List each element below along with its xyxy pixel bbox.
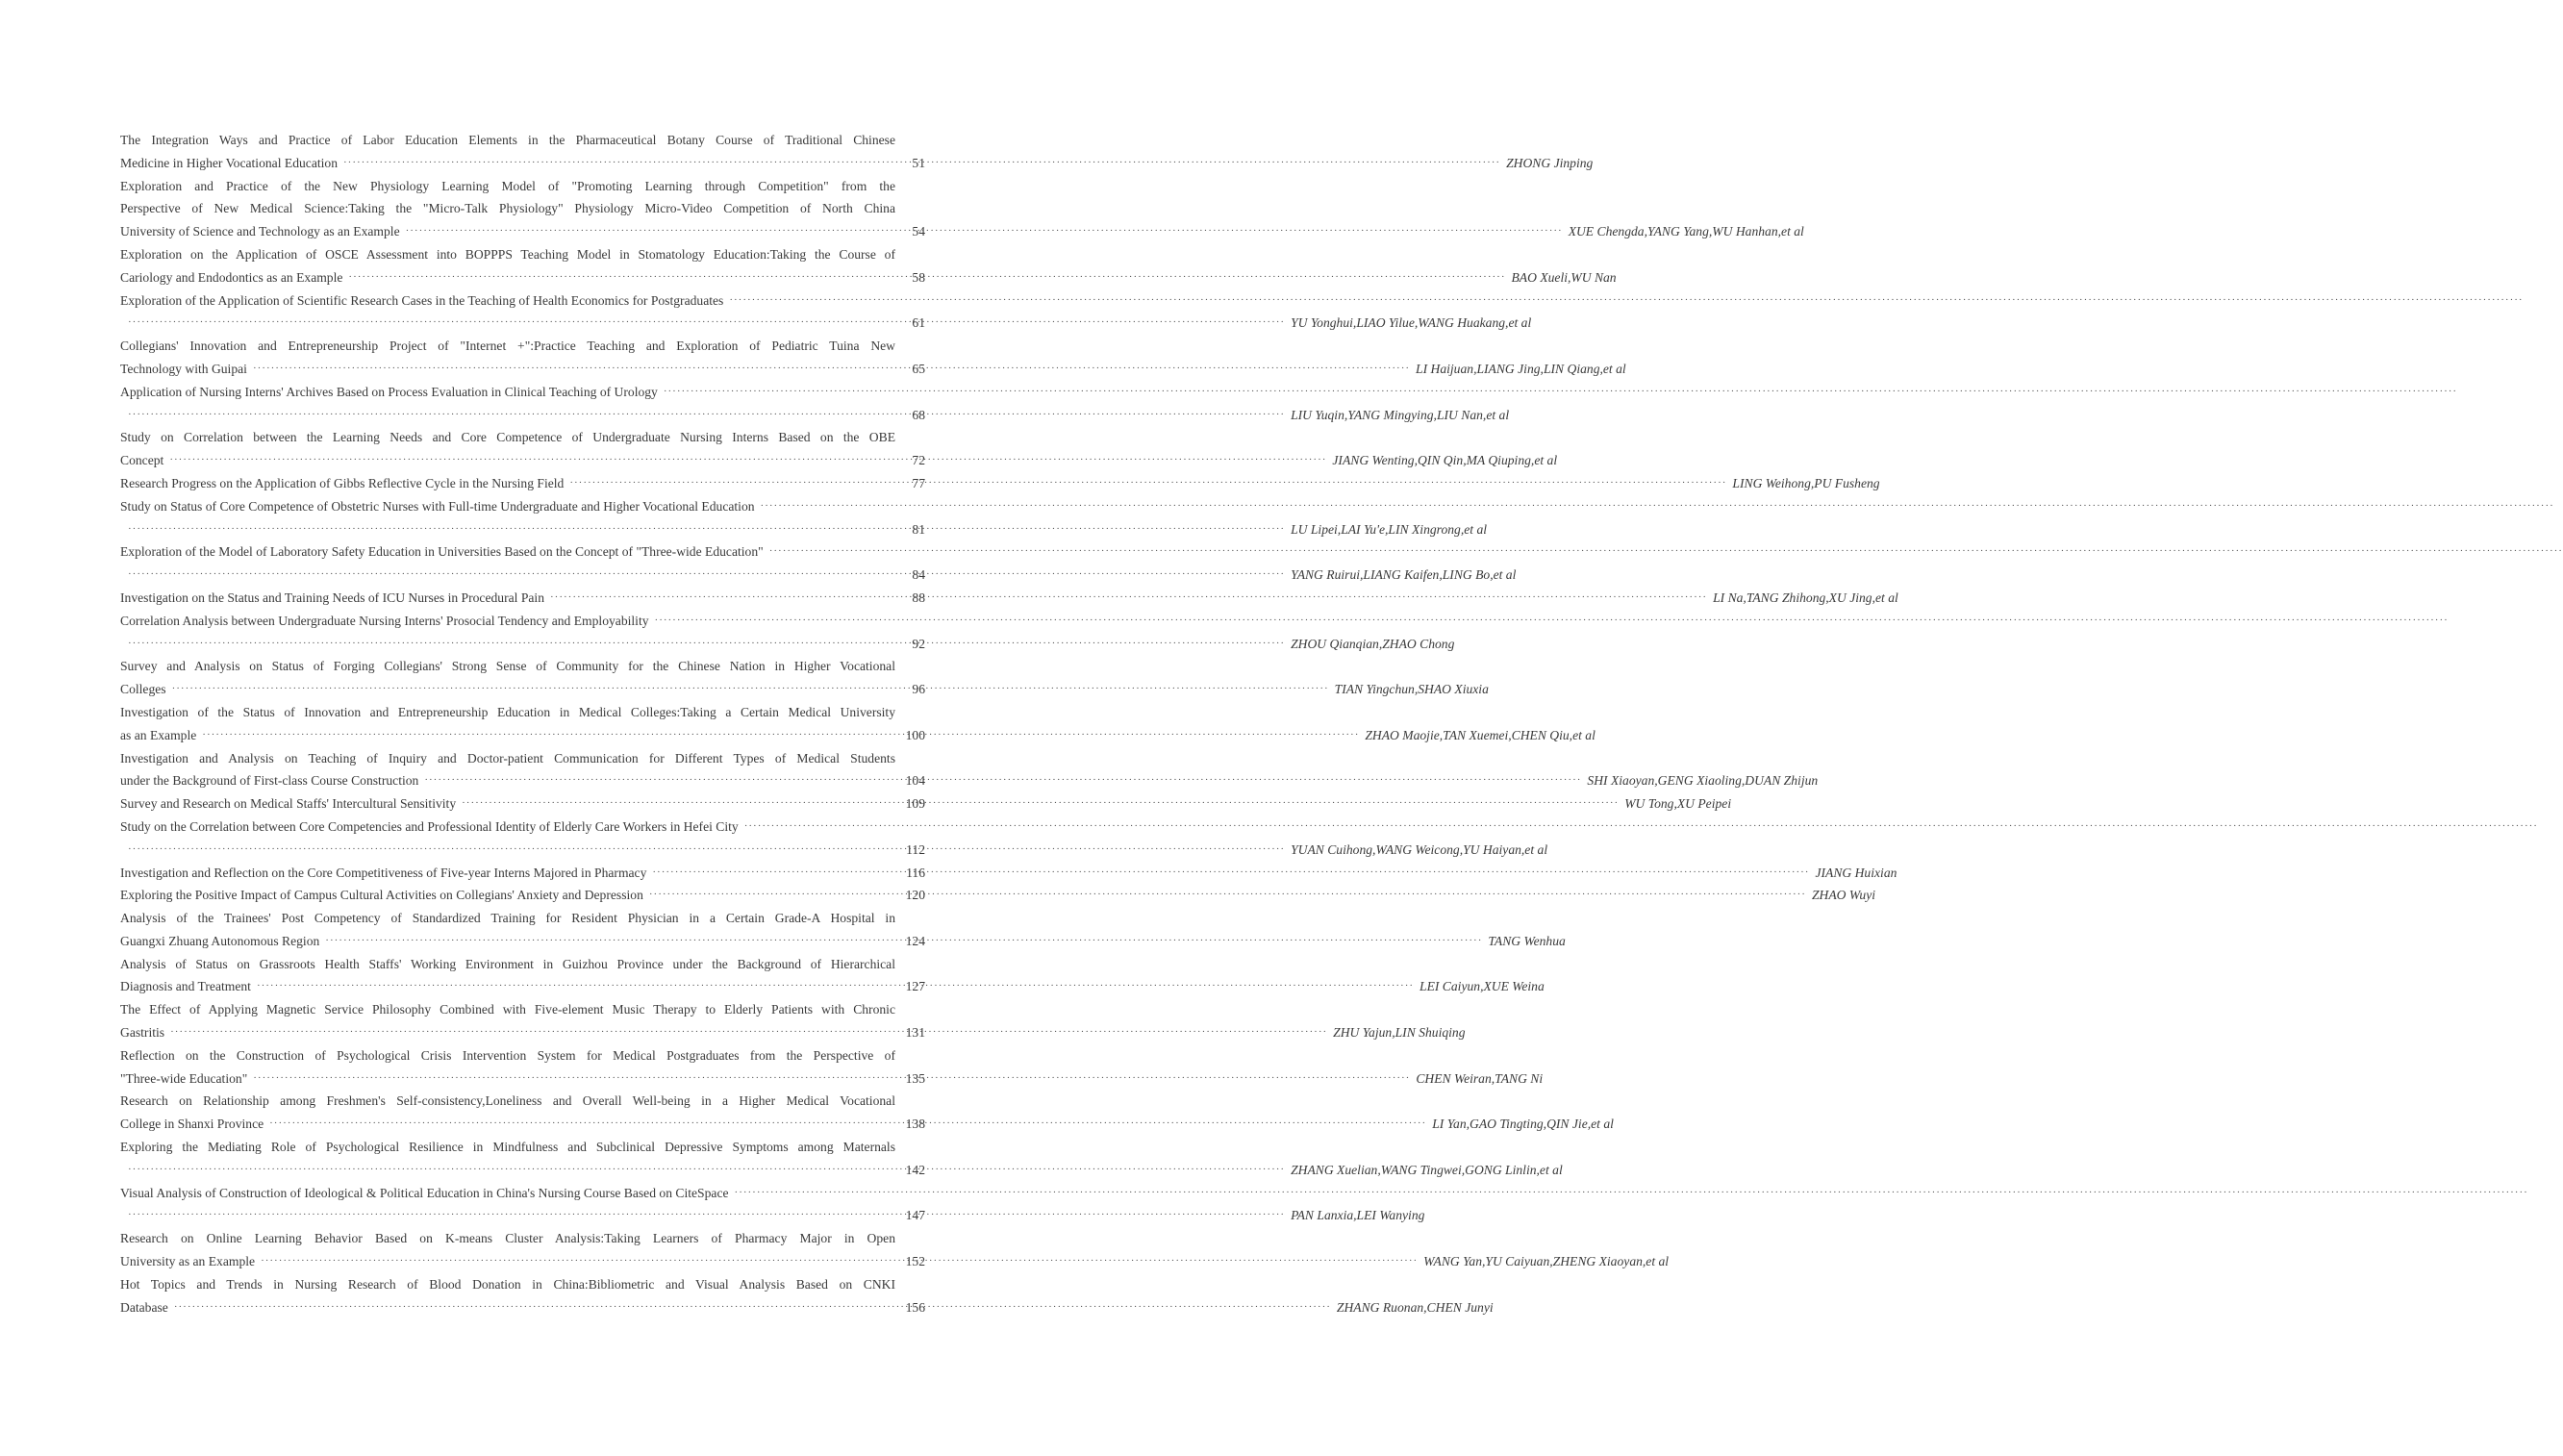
dot-leader [253, 1067, 1410, 1091]
toc-entry [120, 701, 1596, 747]
toc-title-text: University of Science and Technology as an Example [120, 224, 400, 239]
toc-entry [120, 1044, 1544, 1091]
toc-entry [120, 907, 1566, 953]
dot-leader: ················································································································································································································································································································································································································ [663, 385, 2458, 397]
toc-authors: ZHANG Xuelian,WANG Tingwei,GONG Linlin,et al [1291, 1162, 1563, 1177]
toc-title-line [120, 1182, 2528, 1205]
toc-entry [120, 426, 1558, 472]
toc-title-line: Exploring the Mediating Role of Psychological Resilience in Mindfulness and Subclinical Depressive Symptoms among Maternals [120, 1140, 895, 1155]
toc-authors: LIU Yuqin,YANG Mingying,LIU Nan,et al [1291, 407, 1510, 422]
dot-leader [128, 404, 1285, 427]
toc-authors: XUE Chengda,YANG Yang,WU Hanhan,et al [1568, 224, 1804, 239]
toc-title-text: University as an Example [120, 1254, 256, 1269]
toc-entry [120, 495, 2554, 541]
dot-leader [128, 633, 1285, 656]
toc-authors: SHI Xiaoyan,GENG Xiaoling,DUAN Zhijun [1587, 773, 1819, 789]
toc-title-line [120, 816, 2538, 839]
toc-title-line: Exploration and Practice of the New Physiology Learning Model of "Promoting Learning through Competition" from the [120, 178, 895, 193]
toc-title-line: Investigation of the Status of Innovation and Entrepreneurship Education in Medical Colleges:Taking a Certain Medical University [120, 704, 895, 719]
toc-entry-last-line [120, 1067, 1544, 1091]
toc-title-text: Diagnosis and Treatment [120, 979, 251, 994]
toc-title-line: Perspective of New Medical Science:Taking the "Micro-Talk Physiology" Physiology Micro-Video Competition of North China [120, 201, 895, 216]
toc-page-number: 147 [905, 1208, 925, 1223]
toc-entry [120, 1182, 2528, 1228]
toc-title-text: Visual Analysis of Construction of Ideological & Political Education in China's Nursing Course Based on CiteSpace [120, 1185, 729, 1200]
toc-title-text: College in Shanxi Province [120, 1117, 264, 1132]
toc-page-number: 116 [906, 865, 925, 880]
dot-leader [174, 1296, 1331, 1319]
toc-entry-last-line [120, 472, 1880, 495]
toc-authors: ZHONG Jinping [1506, 155, 1594, 170]
toc-authors: YU Yonghui,LIAO Yilue,WANG Huakang,et al [1291, 315, 1532, 331]
toc-entry-last-line [120, 1113, 1614, 1136]
dot-leader [550, 587, 1707, 610]
toc-entry [120, 289, 2524, 336]
toc-page-number: 54 [912, 224, 925, 239]
dot-leader [406, 220, 1563, 243]
toc-page-number: 77 [912, 475, 925, 490]
toc-authors: PAN Lanxia,LEI Wanying [1291, 1208, 1425, 1223]
toc-entry [120, 381, 2458, 427]
dot-leader [128, 518, 1285, 541]
dot-leader [128, 564, 1285, 587]
toc-entry-last-line [120, 930, 1566, 953]
toc-authors: WU Tong,XU Peipei [1624, 796, 1732, 812]
dot-leader: ················································································································································································································································································································································································································ [760, 499, 2554, 512]
dot-leader [128, 1159, 1285, 1182]
dot-leader [652, 862, 1809, 885]
toc-entry-last-line [120, 1204, 1425, 1227]
toc-title-line: Exploration on the Application of OSCE Assessment into BOPPPS Teaching Model in Stomatology Education:Taking the Course of [120, 246, 895, 262]
toc-entry [120, 1273, 1494, 1319]
toc-page-number: 124 [905, 933, 925, 948]
toc-entry-last-line [120, 312, 1532, 335]
toc-entry-last-line [120, 678, 1489, 701]
toc-page-number: 84 [912, 567, 925, 583]
dot-leader [462, 792, 1619, 816]
toc-title-text: Investigation and Reflection on the Core Competitiveness of Five-year Interns Majored in Pharmacy [120, 865, 647, 880]
toc-entry [120, 1227, 1670, 1273]
toc-entry-last-line [120, 884, 1876, 907]
toc-entry-last-line [120, 769, 1819, 792]
toc-page-number: 92 [912, 636, 925, 651]
dot-leader [257, 975, 1414, 998]
toc-entry-last-line [120, 266, 1617, 289]
toc-title-line: Analysis of the Trainees' Post Competency of Standardized Training for Resident Physician in a Certain Grade-A Hospital in [120, 911, 895, 926]
toc-title-text: Correlation Analysis between Undergraduate Nursing Interns' Prosocial Tendency and Employability [120, 613, 649, 628]
toc-entry-last-line [120, 220, 1804, 243]
toc-authors: ZHAO Wuyi [1811, 888, 1876, 903]
toc-page-number: 72 [912, 453, 925, 468]
toc-title-text: Exploring the Positive Impact of Campus Cultural Activities on Collegians' Anxiety and Depression [120, 888, 643, 903]
dot-leader: ················································································································································································································································································································································································································ [729, 293, 2524, 306]
toc-authors: ZHOU Qianqian,ZHAO Chong [1291, 636, 1455, 651]
toc-entry [120, 862, 1897, 885]
toc-title-text: under the Background of First-class Course Construction [120, 773, 419, 789]
toc-title-line: The Integration Ways and Practice of Labor Education Elements in the Pharmaceutical Botany Course of Traditional Chinese [120, 133, 895, 147]
toc-page-number: 88 [912, 590, 925, 605]
toc-title-text: Colleges [120, 682, 166, 697]
toc-entry [120, 816, 2538, 862]
toc-entry-last-line [120, 633, 1455, 656]
toc-title-text: Application of Nursing Interns' Archives Based on Process Evaluation in Clinical Teaching of Urology [120, 384, 658, 399]
toc-entry [120, 129, 1594, 175]
toc-entry-last-line [120, 839, 1548, 862]
toc-entry-last-line [120, 975, 1545, 998]
dot-leader [128, 839, 1285, 862]
toc-authors: LI Na,TANG Zhihong,XU Jing,et al [1713, 590, 1898, 605]
toc-title-line [120, 381, 2458, 404]
dot-leader [348, 266, 1505, 289]
toc-title-line: Reflection on the Construction of Psychological Crisis Intervention System for Medical Postgraduates from the Perspective of [120, 1047, 895, 1063]
toc-authors: ZHANG Ruonan,CHEN Junyi [1336, 1299, 1494, 1315]
dot-leader [169, 449, 1326, 472]
toc-title-text: Exploration of the Model of Laboratory Safety Education in Universities Based on the Concept of "Three-wide Education" [120, 544, 764, 560]
dot-leader: ················································································································································································································································································································································································································ [734, 1186, 2528, 1198]
toc-authors: CHEN Weiran,TANG Ni [1416, 1070, 1544, 1086]
toc-authors: LING Weihong,PU Fusheng [1732, 475, 1880, 490]
toc-entry-last-line [120, 564, 1517, 587]
toc-page-number: 51 [912, 155, 925, 170]
toc-authors: YUAN Cuihong,WANG Weicong,YU Haiyan,et al [1291, 841, 1548, 857]
toc-title-text: Survey and Research on Medical Staffs' Intercultural Sensitivity [120, 796, 457, 812]
toc-title-text: Database [120, 1299, 168, 1315]
toc-page-number: 156 [905, 1299, 925, 1315]
dot-leader: ················································································································································································································································································································································································································ [768, 545, 2563, 558]
toc-title-text: Exploration of the Application of Scientific Research Cases in the Teaching of Health Economics for Postgraduates [120, 292, 724, 308]
toc-page-number: 109 [905, 796, 925, 812]
toc-page-number: 68 [912, 407, 925, 422]
toc-title-line: Hot Topics and Trends in Nursing Research of Blood Donation in China:Bibliometric and Visual Analysis Based on CNKI [120, 1276, 895, 1292]
toc-entry [120, 953, 1545, 999]
toc-entry-last-line [120, 587, 1898, 610]
toc-authors: WANG Yan,YU Caiyuan,ZHENG Xiaoyan,et al [1423, 1254, 1670, 1269]
dot-leader [424, 769, 1581, 792]
toc-page-number: 61 [912, 315, 925, 331]
toc-entry-last-line [120, 152, 1594, 175]
toc-entry-last-line [120, 449, 1558, 472]
toc-entry [120, 998, 1466, 1044]
toc-entry-last-line [120, 1296, 1494, 1319]
toc-entry [120, 1136, 1563, 1182]
toc-title-line: Research on Relationship among Freshmen's Self-consistency,Loneliness and Overall Well-being in a Higher Medical Vocational [120, 1093, 895, 1109]
toc-title-line [120, 495, 2554, 518]
toc-title-line: Study on Correlation between the Learning Needs and Core Competence of Undergraduate Nursing Interns Based on the OBE [120, 430, 895, 445]
toc-entry-last-line [120, 518, 1488, 541]
dot-leader [269, 1113, 1426, 1136]
toc-entry [120, 747, 1819, 793]
toc-authors: LI Haijuan,LIANG Jing,LIN Qiang,et al [1416, 361, 1626, 376]
toc-authors: LU Lipei,LAI Yu'e,LIN Xingrong,et al [1291, 521, 1488, 537]
toc-authors: LEI Caiyun,XUE Weina [1420, 979, 1545, 994]
toc-page-number: 152 [905, 1254, 925, 1269]
toc-title-line: Analysis of Status on Grassroots Health Staffs' Working Environment in Guizhou Province under the Background of Hierarchical [120, 956, 895, 971]
toc-page-number: 135 [905, 1070, 925, 1086]
toc-authors: TANG Wenhua [1488, 933, 1566, 948]
dot-leader [172, 678, 1329, 701]
toc-entry [120, 540, 2563, 587]
toc-entry [120, 655, 1489, 701]
toc-authors: ZHAO Maojie,TAN Xuemei,CHEN Qiu,et al [1365, 727, 1596, 742]
toc-authors: JIANG Huixian [1815, 865, 1897, 880]
dot-leader [253, 358, 1410, 381]
toc-title-text: Concept [120, 453, 164, 468]
toc-authors: ZHU Yajun,LIN Shuiqing [1333, 1025, 1466, 1041]
toc-entry [120, 243, 1617, 289]
toc-entry [120, 792, 1732, 816]
toc-title-line: The Effect of Applying Magnetic Service Philosophy Combined with Five-element Music Therapy to Elderly Patients with Chronic [120, 1002, 895, 1017]
toc-title-line: Survey and Analysis on Status of Forging Collegians' Strong Sense of Community for the Chinese Nation in Higher Vocational [120, 659, 895, 674]
toc-title-text: Study on the Correlation between Core Competencies and Professional Identity of Elderly Care Workers in Hefei City [120, 818, 739, 834]
toc-page-number: 120 [905, 888, 925, 903]
dot-leader [202, 724, 1359, 747]
toc-authors: TIAN Yingchun,SHAO Xiuxia [1334, 682, 1489, 697]
toc-entry [120, 175, 1804, 243]
toc-title-line [120, 289, 2524, 313]
toc-page-number: 112 [906, 841, 925, 857]
toc-entry-last-line [120, 1250, 1670, 1273]
toc-entry-last-line [120, 724, 1596, 747]
toc-page-number: 58 [912, 269, 925, 285]
table-of-contents [120, 129, 2563, 1318]
toc-authors: LI Yan,GAO Tingting,QIN Jie,et al [1432, 1117, 1614, 1132]
toc-page-number: 65 [912, 361, 925, 376]
toc-title-text: Medicine in Higher Vocational Education [120, 155, 339, 170]
toc-authors: JIANG Wenting,QIN Qin,MA Qiuping,et al [1332, 453, 1558, 468]
toc-entry [120, 1090, 1614, 1136]
toc-title-line: Collegians' Innovation and Entrepreneurship Project of "Internet +":Practice Teaching and Exploration of Pediatric Tuina New [120, 339, 895, 354]
toc-entry-last-line [120, 358, 1626, 381]
toc-title-line: Research on Online Learning Behavior Based on K-means Cluster Analysis:Taking Learners of Pharmacy Major in Open [120, 1231, 895, 1246]
toc-page-number: 127 [905, 979, 925, 994]
dot-leader [128, 312, 1285, 335]
dot-leader: ················································································································································································································································································································································································································ [743, 819, 2538, 832]
toc-title-line [120, 540, 2563, 564]
toc-entry [120, 472, 1880, 495]
toc-entry [120, 610, 2449, 656]
toc-page-number: 142 [905, 1162, 925, 1177]
toc-authors: BAO Xueli,WU Nan [1511, 269, 1617, 285]
toc-title-text: Technology with Guipai [120, 361, 247, 376]
toc-entry [120, 587, 1898, 610]
dot-leader [170, 1021, 1327, 1044]
dot-leader [128, 1204, 1285, 1227]
toc-title-text: "Three-wide Education" [120, 1070, 248, 1086]
toc-page-number: 81 [912, 521, 925, 537]
toc-page-number: 131 [905, 1025, 925, 1041]
toc-title-text: Study on Status of Core Competence of Obstetric Nurses with Full-time Undergraduate and Higher Vocational Education [120, 498, 755, 514]
dot-leader [649, 884, 1806, 907]
dot-leader [569, 472, 1726, 495]
toc-entry-last-line [120, 862, 1897, 885]
toc-page-number: 138 [905, 1117, 925, 1132]
toc-title-text: Research Progress on the Application of Gibbs Reflective Cycle in the Nursing Field [120, 475, 565, 490]
toc-entry-last-line [120, 404, 1510, 427]
dot-leader [261, 1250, 1418, 1273]
toc-title-text: Gastritis [120, 1025, 165, 1041]
toc-page-number: 104 [905, 773, 925, 789]
toc-page-number: 96 [912, 682, 925, 697]
toc-authors: YANG Ruirui,LIANG Kaifen,LING Bo,et al [1291, 567, 1517, 583]
toc-page-number: 100 [905, 727, 925, 742]
toc-entry [120, 335, 1626, 381]
toc-entry-last-line [120, 1159, 1563, 1182]
toc-title-text: Investigation on the Status and Training Needs of ICU Nurses in Procedural Pain [120, 590, 544, 605]
toc-title-line [120, 610, 2449, 633]
toc-entry-last-line [120, 1021, 1466, 1044]
toc-title-line: Investigation and Analysis on Teaching of Inquiry and Doctor-patient Communication for Different Types of Medical Students [120, 750, 895, 766]
toc-entry-last-line [120, 792, 1732, 816]
toc-title-text: Cariology and Endodontics as an Example [120, 269, 343, 285]
dot-leader: ················································································································································································································································································································································································································ [654, 614, 2449, 626]
toc-title-text: Guangxi Zhuang Autonomous Region [120, 933, 320, 948]
toc-title-text: as an Example [120, 727, 197, 742]
toc-entry [120, 884, 1876, 907]
